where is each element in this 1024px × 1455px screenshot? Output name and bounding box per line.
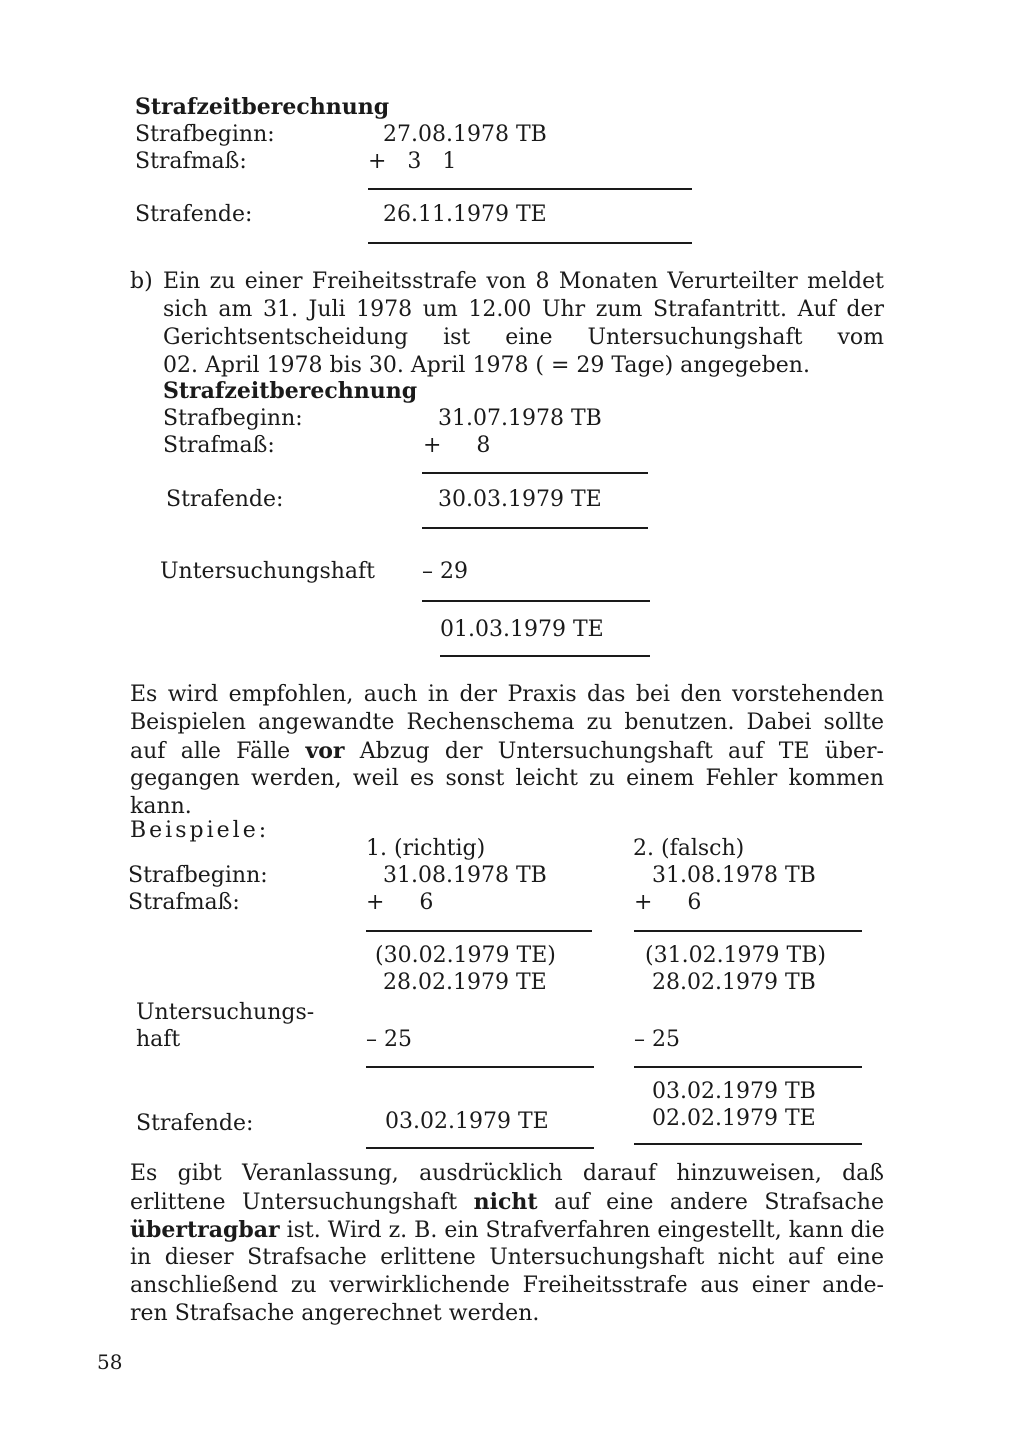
section-b-line-4: 02. April 1978 bis 30. April 1978 ( = 29 Tage) angegeben. <box>163 353 810 378</box>
calc-a-end-line <box>368 242 692 244</box>
closing-line-2 <box>130 1191 884 1219</box>
examples-col1-interim: (30.02.1979 TE) <box>375 943 556 968</box>
closing-line-3 <box>130 1219 884 1247</box>
examples-end-label: Strafende: <box>136 1111 254 1136</box>
calc-b-heading: Strafzeitberechnung <box>163 378 418 404</box>
calc-b-sum-line <box>422 472 648 474</box>
examples-col2-result-tb: 03.02.1979 TB <box>652 1079 816 1104</box>
examples-custody-label-2: haft <box>136 1027 181 1052</box>
examples-col1-measure: + 6 <box>366 890 434 915</box>
calc-a-begin-label: Strafbeginn: <box>135 122 275 147</box>
calc-b-end-line <box>422 527 648 529</box>
closing-line-1: Es gibt Veranlassung, ausdrücklich darauf hinzuweisen, daß <box>130 1161 884 1186</box>
closing-line-5: anschließend zu verwirklichende Freiheitsstrafe aus einer ande- <box>130 1273 884 1298</box>
examples-col1-adjusted: 28.02.1979 TE <box>383 970 547 995</box>
examples-col1-begin: 31.08.1978 TB <box>383 863 547 888</box>
closing-line-4: in dieser Strafsache erlittene Untersuchungshaft nicht auf eine <box>130 1245 884 1270</box>
recommendation-line-4: gegangen werden, weil es sonst leicht zu einem Fehler kommen <box>130 766 884 791</box>
examples-col1-end-line <box>366 1147 594 1149</box>
calc-a-end-label: Strafende: <box>135 202 253 227</box>
recommendation-paragraph <box>130 684 884 824</box>
closing-line-2-post: auf eine andere Strafsache <box>537 1190 884 1215</box>
examples-col2-adjusted: 28.02.1979 TB <box>652 970 816 995</box>
closing-line-3-post: ist. Wird z. B. ein Strafverfahren eingestellt, kann die <box>279 1218 885 1243</box>
calc-b-result-value: 01.03.1979 TE <box>440 617 604 642</box>
examples-col1-custody-line <box>366 1066 594 1068</box>
section-b-marker: b) <box>130 269 153 294</box>
examples-label: Beispiele: <box>130 818 270 843</box>
calc-b-custody-value: – 29 <box>422 559 468 584</box>
closing-emphasis-uebertragbar: übertragbar <box>130 1217 280 1243</box>
examples-col2-custody: – 25 <box>634 1027 680 1052</box>
recommendation-line-3-pre: auf alle Fälle <box>130 739 306 764</box>
section-b-line-2: sich am 31. Juli 1978 um 12.00 Uhr zum Strafantritt. Auf der <box>163 297 884 322</box>
calc-b-begin-label: Strafbeginn: <box>163 406 303 431</box>
page-number: 58 <box>97 1350 123 1374</box>
recommendation-line-2: Beispielen angewandte Rechenschema zu benutzen. Dabei sollte <box>130 710 884 735</box>
examples-col2-custody-line <box>634 1066 862 1068</box>
examples-col1-sum-line <box>366 930 592 932</box>
closing-emphasis-nicht: nicht <box>473 1189 538 1215</box>
calc-a-measure-label: Strafmaß: <box>135 149 247 174</box>
closing-paragraph <box>130 1163 884 1331</box>
calc-b-measure-value: + 8 <box>423 433 491 458</box>
calc-b-measure-label: Strafmaß: <box>163 433 275 458</box>
examples-col1-header: 1. (richtig) <box>366 836 486 861</box>
closing-line-2-pre: erlittene Untersuchungshaft <box>130 1190 474 1215</box>
examples-col2-sum-line <box>634 930 862 932</box>
recommendation-line-3-post: Abzug der Untersuchungshaft auf TE über- <box>344 739 884 764</box>
calc-b-custody-label: Untersuchungshaft <box>160 559 376 584</box>
examples-begin-label: Strafbeginn: <box>128 863 268 888</box>
recommendation-emphasis-vor: vor <box>305 738 345 764</box>
section-b-line-1: Ein zu einer Freiheitsstrafe von 8 Monaten Verurteilter meldet <box>163 269 884 294</box>
examples-col2-interim: (31.02.1979 TB) <box>645 943 826 968</box>
examples-measure-label: Strafmaß: <box>128 890 240 915</box>
examples-col2-measure: + 6 <box>634 890 702 915</box>
calc-b-begin-value: 31.07.1978 TB <box>438 406 602 431</box>
recommendation-line-1: Es wird empfohlen, auch in der Praxis das bei den vorstehenden <box>130 682 884 707</box>
examples-custody-label-1: Untersuchungs- <box>136 1000 315 1025</box>
calc-b-end-value: 30.03.1979 TE <box>438 487 602 512</box>
calc-b-custody-line <box>422 600 650 602</box>
section-b-line-3: Gerichtsentscheidung ist eine Untersuchungshaft vom <box>163 325 884 350</box>
section-b-paragraph <box>163 271 884 383</box>
calc-b-end-label: Strafende: <box>166 487 284 512</box>
examples-col2-end-line <box>634 1143 862 1145</box>
examples-col2-header: 2. (falsch) <box>633 836 745 861</box>
calc-b-result-line <box>440 655 650 657</box>
calc-a-sum-line <box>368 188 692 190</box>
examples-col1-custody: – 25 <box>366 1027 412 1052</box>
calc-a-measure-value: + 3 1 <box>368 149 457 174</box>
examples-col2-end: 02.02.1979 TE <box>652 1106 816 1131</box>
calc-a-end-value: 26.11.1979 TE <box>383 202 547 227</box>
recommendation-line-5: kann. <box>130 794 192 819</box>
examples-col1-end: 03.02.1979 TE <box>385 1109 549 1134</box>
closing-line-6: ren Strafsache angerechnet werden. <box>130 1301 540 1326</box>
examples-col2-begin: 31.08.1978 TB <box>652 863 816 888</box>
calc-a-heading: Strafzeitberechnung <box>135 94 390 120</box>
recommendation-line-3 <box>130 740 884 768</box>
calc-a-begin-value: 27.08.1978 TB <box>383 122 547 147</box>
